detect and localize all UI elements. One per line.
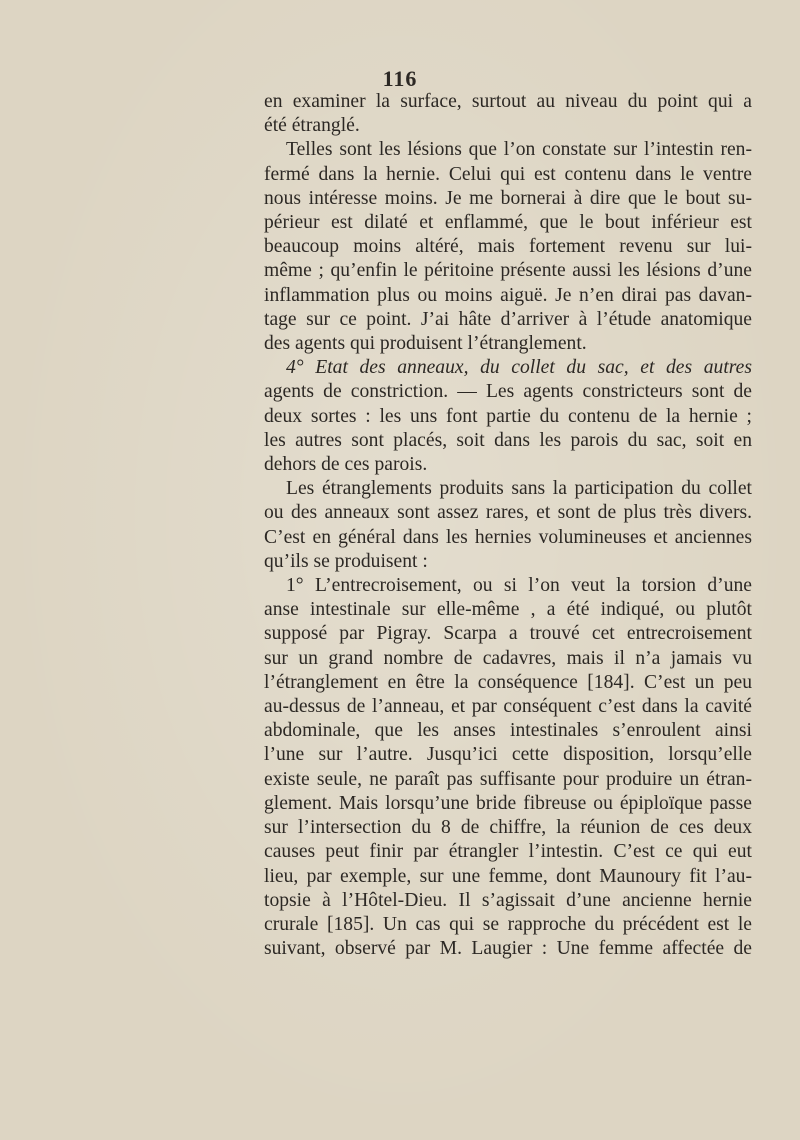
text-line: Les étranglements produits sans la participation du collet <box>286 478 752 500</box>
text-line: beaucoup moins altéré, mais fortement revenu sur lui- <box>264 236 752 258</box>
text-line: causes peut finir par étrangler l’intestin. C’est ce qui eut <box>264 841 752 863</box>
text-line: nous intéresse moins. Je me bornerai à dire que le bout su- <box>264 187 752 209</box>
text-line: fermé dans la hernie. Celui qui est contenu dans le ventre <box>264 163 752 185</box>
text-line: au-dessus de l’anneau, et par conséquent c’est dans la cavité <box>264 696 752 718</box>
text-line: qu’ils se produisent : <box>264 550 428 572</box>
text-line: l’étranglement en être la conséquence [184]. C’est un peu <box>264 671 752 693</box>
text-line: des agents qui produisent l’étranglement. <box>264 333 587 355</box>
text-line: dehors de ces parois. <box>264 454 428 476</box>
text-line: l’une sur l’autre. Jusqu’ici cette disposition, lorsqu’elle <box>264 744 752 766</box>
text-line: C’est en général dans les hernies volumineuses et anciennes <box>264 526 752 548</box>
text-line: tage sur ce point. J’ai hâte d’arriver à l’étude anatomique <box>264 308 752 330</box>
text-line: abdominale, que les anses intestinales s’enroulent ainsi <box>264 720 752 742</box>
text-line: périeur est dilaté et enflammé, que le bout inférieur est <box>264 212 752 234</box>
text-line: en examiner la surface, surtout au niveau du point qui a <box>264 91 752 112</box>
text-line: ou des anneaux sont assez rares, et sont de plus très divers. <box>264 502 752 524</box>
text-line: même ; qu’enfin le péritoine présente aussi les lésions d’une <box>264 260 752 282</box>
text-line: crurale [185]. Un cas qui se rapproche du précédent est le <box>264 913 752 935</box>
text-line: été étranglé. <box>264 115 360 137</box>
text-line: les autres sont placés, soit dans les parois du sac, soit en <box>264 429 752 451</box>
text-line: anse intestinale sur elle-même , a été indiqué, ou plutôt <box>264 599 752 621</box>
text-line: suivant, observé par M. Laugier : Une femme affectée de <box>264 938 752 960</box>
text-line: topsie à l’Hôtel-Dieu. Il s’agissait d’une ancienne hernie <box>264 889 752 911</box>
text-line: agents de constriction. — Les agents constricteurs sont de <box>264 381 752 403</box>
text-line: existe seule, ne paraît pas suffisante pour produire un étran- <box>264 768 752 790</box>
text-line: deux sortes : les uns font partie du contenu de la hernie ; <box>264 405 752 427</box>
text-line: Telles sont les lésions que l’on constate sur l’intestin ren- <box>286 139 752 161</box>
text-line: sur un grand nombre de cadavres, mais il n’a jamais vu <box>264 647 752 669</box>
page-number: 116 <box>382 66 418 91</box>
text-line: glement. Mais lorsqu’une bride fibreuse ou épiploïque passe <box>264 792 752 814</box>
text-line: lieu, par exemple, sur une femme, dont Maunoury fit l’au- <box>264 865 752 887</box>
text-line: sur l’intersection du 8 de chiffre, la réunion de ces deux <box>264 817 752 839</box>
text-line: supposé par Pigray. Scarpa a trouvé cet entrecroisement <box>264 623 752 645</box>
text-line: inflammation plus ou moins aiguë. Je n’en dirai pas davan- <box>264 284 752 306</box>
body-text <box>264 90 752 961</box>
text-line: 1° L’entrecroisement, ou si l’on veut la torsion d’une <box>286 575 752 597</box>
section-heading-line: 4° Etat des anneaux, du collet du sac, et des autres <box>286 357 752 379</box>
